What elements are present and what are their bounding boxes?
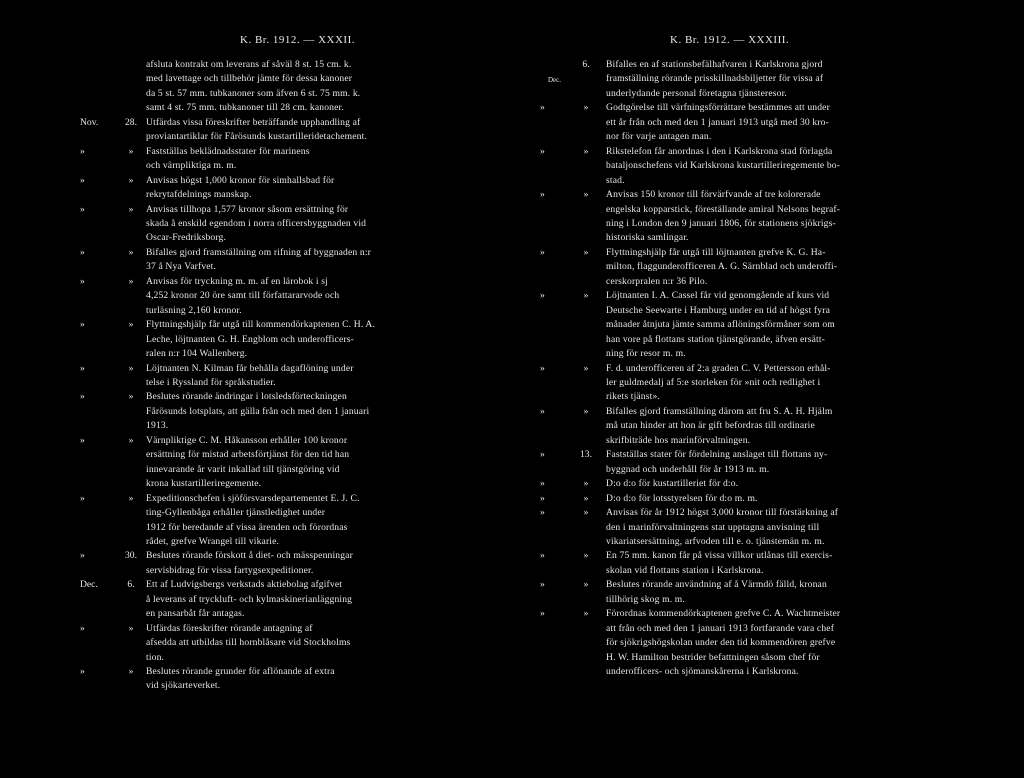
entry-text: Ett af Ludvigsbergs verkstads aktiebolag afgifvet å leverans af tryckluft- och kylmaskinerianläggning en pansarbåt får antagas. bbox=[146, 579, 353, 620]
entry-month: » bbox=[540, 405, 545, 417]
entry-month: » bbox=[540, 290, 545, 302]
entry-day: » bbox=[128, 666, 134, 678]
entry-text: Förordnas kommendörkaptenen grefve C. A. Wachtmeister att från och med den 1 januari 1913 fortfarande vara chef för sjökrigshögskolan under den tid kommendören grefve H. W. Hamilton bestrider befattningen såsom chef för underofficers- och sjömanskårerna i Karlskrona. bbox=[606, 608, 841, 678]
entry bbox=[80, 549, 510, 578]
entry-month bbox=[540, 58, 566, 101]
entry-month: » bbox=[540, 492, 545, 504]
entry bbox=[80, 203, 510, 246]
entry-day: 6. bbox=[582, 59, 590, 70]
left-page bbox=[80, 58, 510, 694]
entry-text: Utfärdas vissa föreskrifter beträffande upphandling af proviantartiklar för Fårösunds kustartilleridetachement. bbox=[146, 116, 367, 143]
entry bbox=[540, 492, 940, 506]
entry bbox=[540, 289, 940, 361]
entry-month: » bbox=[540, 449, 545, 461]
entry-day: 28. bbox=[125, 116, 137, 128]
entry bbox=[80, 58, 510, 116]
entry bbox=[80, 492, 510, 550]
entry bbox=[540, 362, 940, 405]
entry-month: » bbox=[80, 174, 85, 186]
right-page bbox=[540, 58, 940, 679]
entry-day: » bbox=[128, 391, 134, 403]
entry bbox=[540, 58, 940, 101]
entry-month: » bbox=[80, 362, 85, 374]
entry-day: » bbox=[583, 405, 589, 417]
entry-text: Fastställas beklädnadsstater för marinens och värnpliktiga m. m. bbox=[146, 145, 310, 172]
entry-day: » bbox=[583, 478, 589, 490]
entry bbox=[540, 607, 940, 679]
entry-month: » bbox=[80, 246, 85, 258]
entry-month: » bbox=[80, 492, 85, 504]
entry-text: Löjtnanten N. Kilman får behålla dagaflöning under telse i Ryssland för språkstudier. bbox=[146, 362, 354, 388]
entry-month: » bbox=[80, 275, 85, 287]
entry-day: » bbox=[128, 275, 134, 287]
entry bbox=[540, 448, 940, 477]
entry bbox=[540, 477, 940, 491]
entry-day: » bbox=[583, 492, 589, 504]
entry-text: Anvisas 150 kronor till förvärfvande af tre kolorerade engelska kopparstick, föreställande amiral Nelsons begraf- ning i London den 9 januari 1806, för stationens sjökrigs- historiska samlingar. bbox=[606, 189, 841, 244]
entry-day: » bbox=[583, 550, 589, 562]
entry-text: Löjtnanten I. A. Cassel får vid genomgående af kurs vid Deutsche Seewarte i Hamburg under en tid af högst fyra månader åtnjuta jämte samma aflöningsförmåner som om han vore på flottans station tjänstgörande, äfven ersätt- ning för resor m. m. bbox=[606, 290, 835, 360]
entry-day: » bbox=[128, 622, 134, 634]
entry-text: Flyttningshjälp får utgå till kommendörkaptenen C. H. A. Leche, löjtnanten G. H. Engblom och underofficers- ralen n:r 104 Wallenberg. bbox=[146, 319, 376, 360]
entry-day: » bbox=[583, 102, 589, 114]
entry bbox=[80, 145, 510, 174]
entry-day: » bbox=[128, 434, 134, 446]
entry-text: afsluta kontrakt om leverans af såväl 8 st. 15 cm. k. med lavettage och tillbehör jämte för dessa kanoner da 5 st. 57 mm. tubkanoner som äfven 6 st. 75 mm. k. samt 4 st. 75 mm. tubkanoner till 28 cm. kanoner. bbox=[146, 59, 361, 114]
entry-text: Värnpliktige C. M. Håkansson erhåller 100 kronor ersättning för mistad arbetsförtjänst för den tid han innevarande år varit inkallad till tjänstgöring vid krona kustartilleriregemente. bbox=[146, 434, 350, 490]
entry-day bbox=[116, 58, 146, 116]
entry-text: Anvisas högst 1,000 kronor för simhallsbad för rekrytafdelnings manskap. bbox=[146, 174, 335, 201]
entry-text: Bifalles en af stationsbefälhafvaren i Karlskrona gjord framställning rörande prisskillnadsbiljetter för vissa af underlydande personal företagna tjänsteresor. bbox=[606, 59, 824, 99]
entry-month: » bbox=[540, 579, 545, 591]
entry bbox=[80, 116, 510, 145]
entry-day: » bbox=[583, 145, 589, 157]
entry-text: Beslutes rörande ändringar i lotsledsförteckningen Fårösunds lotsplats, att gälla från och med den 1 januari 1913. bbox=[146, 391, 370, 432]
entry bbox=[80, 275, 510, 318]
left-page-header: K. Br. 1912. — XXXII. bbox=[240, 34, 355, 46]
entry-month: » bbox=[540, 550, 545, 562]
entry-text: Flyttningshjälp får utgå till löjtnanten grefve K. G. Ha- milton, flaggunderofficeren A. G. Särnblad och underoffi- cerskorpralen n:r 36 Pilo. bbox=[606, 246, 838, 287]
entry-day: 13. bbox=[580, 449, 592, 461]
entry-text: Beslutes rörande grunder för aflönande af extra vid sjökarteverket. bbox=[146, 666, 335, 692]
margin-mark: Dec. bbox=[548, 76, 562, 84]
entry-month: » bbox=[540, 507, 545, 519]
entry-month: » bbox=[80, 391, 85, 403]
entry bbox=[540, 188, 940, 246]
entry-month: » bbox=[80, 319, 85, 331]
entry-day: » bbox=[583, 507, 589, 519]
entry-month: » bbox=[80, 666, 85, 678]
entry bbox=[80, 665, 510, 694]
entry-day: » bbox=[128, 362, 134, 374]
entry-day: » bbox=[583, 362, 589, 374]
entry bbox=[540, 506, 940, 549]
entry-text: Utfärdas föreskrifter rörande antagning af afsedda att utbildas till hornblåsare vid Stockholms tion. bbox=[146, 622, 351, 663]
entry-text: Expeditionschefen i sjöförsvarsdepartementet E. J. C. ting-Gyllenbåga erhåller tjänstledighet under 1912 för beredande af vissa ärenden och förordnas rådet, grefve Wrangel till vikarie. bbox=[146, 492, 360, 547]
entry-text: Anvisas för tryckning m. m. af en lärobok i sj 4,252 kronor 20 öre samt till författararvode och turläsning 2,160 kronor. bbox=[146, 275, 340, 316]
entry bbox=[540, 101, 940, 144]
entry-text: En 75 mm. kanon får på vissa villkor utlånas till exercis- skolan vid flottans station i Karlskrona. bbox=[606, 550, 833, 576]
entry-text: Beslutes rörande användning af å Värmdö fälld, kronan tillhörig skog m. m. bbox=[606, 579, 827, 605]
entry-month: » bbox=[80, 622, 85, 634]
entry-day: » bbox=[128, 174, 134, 186]
entry-text: F. d. underofficeren af 2:a graden C. V. Pettersson erhål- ler guldmedalj af 5:e storleken för »nit och redlighet i rikets tjänst». bbox=[606, 362, 831, 403]
right-page-header: K. Br. 1912. — XXXIII. bbox=[670, 34, 790, 46]
entry bbox=[80, 390, 510, 433]
entry-day: 6. bbox=[127, 579, 135, 591]
entry-month: » bbox=[80, 203, 85, 215]
entry-month: » bbox=[80, 550, 85, 562]
entry-day: » bbox=[583, 189, 589, 201]
entry-month: » bbox=[540, 608, 545, 620]
entry-text: Rikstelefon får anordnas i den i Karlskrona stad förlagda bataljonschefens vid Karlskrona kustartilleriregemente bo- stad. bbox=[606, 145, 841, 186]
entry-day: » bbox=[128, 492, 134, 504]
entry-day: » bbox=[128, 145, 134, 157]
entry-text: Fastställas stater för fördelning anslaget till flottans ny- byggnad och underhåll för år 1913 m. m. bbox=[606, 449, 828, 475]
entry bbox=[80, 174, 510, 203]
entry-day: » bbox=[583, 290, 589, 302]
entry-text: Anvisas för år 1912 högst 3,000 kronor till förstärkning af den i marinförvaltningens stat upptagna anvisning till vikariatsersättning, arfvoden till e. o. tjänstemän m. m. bbox=[606, 507, 839, 547]
entry-text: Beslutes rörande förskott å diet- och mässpenningar servisbidrag för vissa fartygsexpeditioner. bbox=[146, 550, 353, 576]
entry bbox=[80, 622, 510, 665]
entry-day: » bbox=[583, 608, 589, 620]
entry-day: 30. bbox=[125, 550, 137, 562]
entry-month: » bbox=[540, 189, 545, 201]
entry-month: » bbox=[80, 145, 85, 157]
entry bbox=[80, 318, 510, 361]
entry-text: Godtgörelse till värfningsförrättare bestämmes att under ett år från och med den 1 januari 1913 utgå med 30 kro- nor för varje antagen man. bbox=[606, 102, 830, 143]
entry-day: » bbox=[128, 319, 134, 331]
entry-month: Nov. bbox=[80, 116, 99, 128]
entry-month: Dec. bbox=[80, 579, 98, 591]
entry-month: » bbox=[540, 246, 545, 258]
entry bbox=[80, 578, 510, 621]
entry-month bbox=[80, 58, 116, 116]
entry-text: Bifalles gjord framställning därom att fru S. A. H. Hjälm må utan hinder att hon är gift befordras till ordinarie skrifbiträde hos marinförvaltningen. bbox=[606, 405, 833, 446]
entry bbox=[80, 362, 510, 391]
entry bbox=[540, 578, 940, 607]
entry bbox=[540, 145, 940, 188]
entry bbox=[80, 434, 510, 492]
entry-day: » bbox=[583, 579, 589, 591]
entry-month: » bbox=[540, 145, 545, 157]
entry-day: » bbox=[583, 246, 589, 258]
entry-text: Anvisas tillhopa 1,577 kronor såsom ersättning för skada å enskild egendom i norra officersbyggnaden vid Oscar-Fredriksborg. bbox=[146, 203, 367, 244]
entry bbox=[540, 246, 940, 289]
entry-text: D:o d:o för lotsstyrelsen för d:o m. m. bbox=[606, 492, 758, 504]
entry-month: » bbox=[80, 434, 85, 446]
entry-month: » bbox=[540, 362, 545, 374]
entry-text: D:o d:o för kustartilleriet för d:o. bbox=[606, 478, 739, 490]
entry bbox=[80, 246, 510, 275]
entry-day: » bbox=[128, 246, 134, 258]
entry-day: » bbox=[128, 203, 134, 215]
entry-text: Bifalles gjord framställning om rifning af byggnaden n:r 37 å Nya Varfvet. bbox=[146, 246, 372, 273]
entry-month: » bbox=[540, 478, 545, 490]
entry bbox=[540, 405, 940, 448]
entry-month: » bbox=[540, 102, 545, 114]
entry bbox=[540, 549, 940, 578]
